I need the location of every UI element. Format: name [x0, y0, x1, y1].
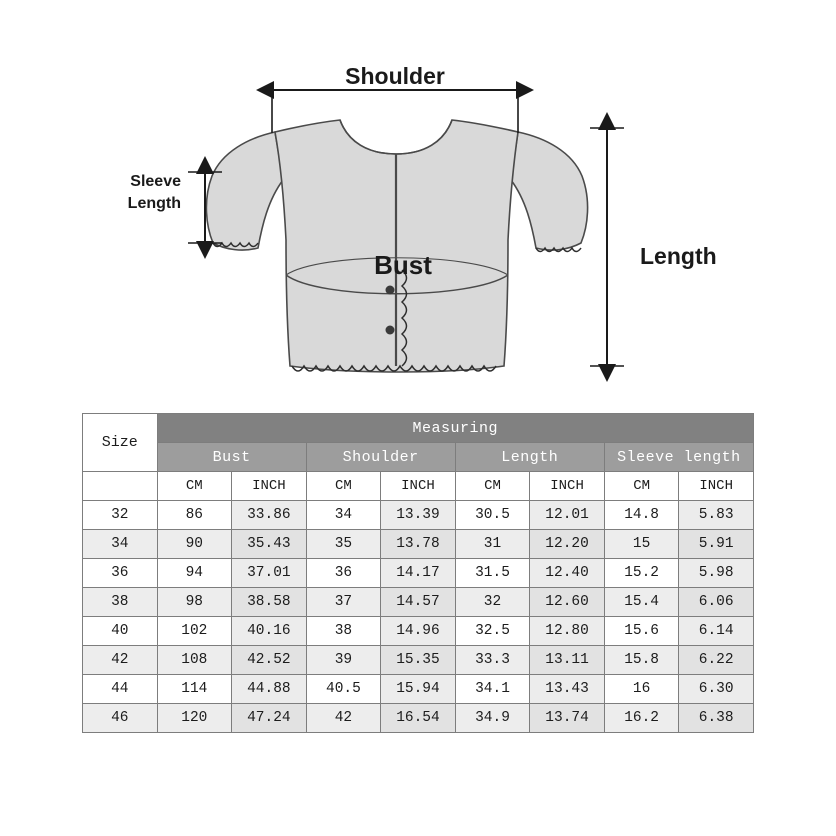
cell-shoulder-inch: 14.96 — [381, 617, 456, 646]
cell-sleeve-cm: 15.8 — [604, 646, 679, 675]
cell-shoulder-inch: 15.94 — [381, 675, 456, 704]
cell-bust-cm: 86 — [157, 501, 232, 530]
column-group-length: Length — [455, 443, 604, 472]
table-row — [83, 704, 754, 733]
cell-bust-cm: 90 — [157, 530, 232, 559]
unit-header-sleeve-inch: INCH — [679, 472, 754, 501]
cell-size: 46 — [83, 704, 158, 733]
cell-bust-inch: 37.01 — [232, 559, 307, 588]
cell-bust-cm: 94 — [157, 559, 232, 588]
cell-bust-cm: 114 — [157, 675, 232, 704]
cell-shoulder-inch: 14.17 — [381, 559, 456, 588]
cell-shoulder-cm: 35 — [306, 530, 381, 559]
unit-header-sleeve-cm: CM — [604, 472, 679, 501]
cell-bust-inch: 38.58 — [232, 588, 307, 617]
cell-sleeve-inch: 6.38 — [679, 704, 754, 733]
cell-sleeve-cm: 15.4 — [604, 588, 679, 617]
cell-bust-inch: 44.88 — [232, 675, 307, 704]
cell-shoulder-inch: 14.57 — [381, 588, 456, 617]
cell-length-cm: 32.5 — [455, 617, 530, 646]
header-measuring: Measuring — [157, 414, 753, 443]
table-head — [83, 414, 754, 501]
cell-size: 44 — [83, 675, 158, 704]
cell-bust-cm: 98 — [157, 588, 232, 617]
unit-header-length-cm: CM — [455, 472, 530, 501]
cell-sleeve-inch: 6.14 — [679, 617, 754, 646]
cell-length-inch: 12.20 — [530, 530, 605, 559]
column-header-size: Size — [83, 414, 158, 472]
table-row — [83, 646, 754, 675]
garment-measurement-diagram — [0, 0, 836, 405]
cell-shoulder-inch: 16.54 — [381, 704, 456, 733]
column-group-bust: Bust — [157, 443, 306, 472]
cell-length-cm: 32 — [455, 588, 530, 617]
cell-shoulder-inch: 15.35 — [381, 646, 456, 675]
table-row — [83, 675, 754, 704]
cell-shoulder-inch: 13.39 — [381, 501, 456, 530]
cell-shoulder-cm: 36 — [306, 559, 381, 588]
cell-bust-inch: 40.16 — [232, 617, 307, 646]
length-label: Length — [640, 243, 717, 269]
cell-size: 32 — [83, 501, 158, 530]
cell-sleeve-cm: 16 — [604, 675, 679, 704]
cell-size: 34 — [83, 530, 158, 559]
cell-shoulder-cm: 40.5 — [306, 675, 381, 704]
column-group-shoulder: Shoulder — [306, 443, 455, 472]
unit-header-shoulder-inch: INCH — [381, 472, 456, 501]
table-row — [83, 559, 754, 588]
cell-bust-cm: 102 — [157, 617, 232, 646]
cell-bust-inch: 42.52 — [232, 646, 307, 675]
unit-header-bust-inch: INCH — [232, 472, 307, 501]
cell-length-inch: 13.43 — [530, 675, 605, 704]
sleeve-length-label-line2: Length — [127, 195, 181, 212]
cell-sleeve-cm: 15.2 — [604, 559, 679, 588]
shoulder-label: Shoulder — [345, 63, 445, 89]
size-chart-table — [82, 413, 754, 733]
header-row-groups — [83, 443, 754, 472]
column-group-sleeve-length: Sleeve length — [604, 443, 753, 472]
cell-sleeve-cm: 15.6 — [604, 617, 679, 646]
cell-length-inch: 12.40 — [530, 559, 605, 588]
unit-header-bust-cm: CM — [157, 472, 232, 501]
cell-shoulder-cm: 37 — [306, 588, 381, 617]
cell-sleeve-cm: 16.2 — [604, 704, 679, 733]
table-body — [83, 501, 754, 733]
cell-sleeve-inch: 6.22 — [679, 646, 754, 675]
bust-label: Bust — [374, 250, 432, 280]
cell-length-cm: 33.3 — [455, 646, 530, 675]
length-dimension — [590, 128, 717, 366]
cell-sleeve-cm: 14.8 — [604, 501, 679, 530]
cell-size: 38 — [83, 588, 158, 617]
cell-length-cm: 31.5 — [455, 559, 530, 588]
table-row — [83, 501, 754, 530]
cell-length-inch: 12.80 — [530, 617, 605, 646]
cell-sleeve-inch: 6.06 — [679, 588, 754, 617]
cell-sleeve-inch: 6.30 — [679, 675, 754, 704]
cell-bust-cm: 108 — [157, 646, 232, 675]
cell-length-inch: 13.11 — [530, 646, 605, 675]
unit-header-length-inch: INCH — [530, 472, 605, 501]
cell-bust-cm: 120 — [157, 704, 232, 733]
cell-bust-inch: 47.24 — [232, 704, 307, 733]
sleeve-length-label-line1: Sleeve — [130, 173, 181, 190]
cell-shoulder-cm: 42 — [306, 704, 381, 733]
table-row — [83, 588, 754, 617]
cell-size: 40 — [83, 617, 158, 646]
cell-sleeve-cm: 15 — [604, 530, 679, 559]
cell-length-inch: 12.01 — [530, 501, 605, 530]
shoulder-dimension — [272, 63, 518, 133]
unit-header-shoulder-cm: CM — [306, 472, 381, 501]
cell-size: 36 — [83, 559, 158, 588]
cell-length-cm: 30.5 — [455, 501, 530, 530]
garment-illustration — [206, 120, 587, 372]
cell-length-inch: 12.60 — [530, 588, 605, 617]
cell-sleeve-inch: 5.98 — [679, 559, 754, 588]
header-row-units — [83, 472, 754, 501]
cell-length-inch: 13.74 — [530, 704, 605, 733]
cell-shoulder-cm: 39 — [306, 646, 381, 675]
cell-sleeve-inch: 5.83 — [679, 501, 754, 530]
table-row — [83, 530, 754, 559]
cell-length-cm: 34.9 — [455, 704, 530, 733]
header-row-measuring — [83, 414, 754, 443]
cell-length-cm: 34.1 — [455, 675, 530, 704]
cell-shoulder-cm: 38 — [306, 617, 381, 646]
cell-size: 42 — [83, 646, 158, 675]
cell-length-cm: 31 — [455, 530, 530, 559]
table-row — [83, 617, 754, 646]
cell-shoulder-cm: 34 — [306, 501, 381, 530]
cell-sleeve-inch: 5.91 — [679, 530, 754, 559]
cell-bust-inch: 33.86 — [232, 501, 307, 530]
cell-shoulder-inch: 13.78 — [381, 530, 456, 559]
unit-header-blank — [83, 472, 158, 501]
cell-bust-inch: 35.43 — [232, 530, 307, 559]
